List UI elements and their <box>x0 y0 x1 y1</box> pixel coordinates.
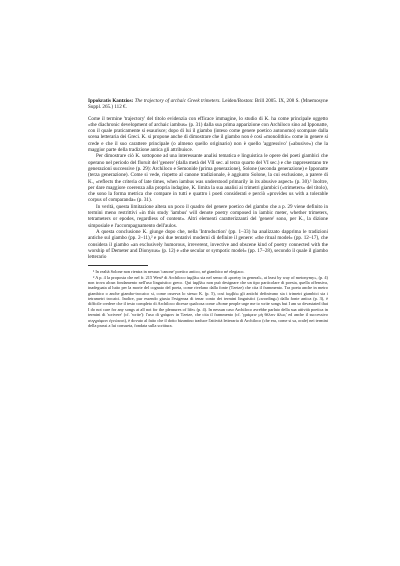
footnote: ² A p. 4 la proposta che nel fr. 215 West² di Archiloco ἰαμβέω sia nel senso di «poetry in general», at least by way of metonymy», (p. 4) non trova alcun fondamento nell'uso linguistico greco. Qui ἰαμβέω non può designare che un tipo particolare di poesia, quella offensiva, inadeguata al lutto per la morte del cognato del poeta, come rivelano dalla fonte (Tzetze) che cita il frammento. Tra poeta anche in metro giambico o anche giambo-trocaico si, come osserva lo stesso K. (p. 5), così ἰαμβέω gli antichi definivano sia i trimetri giambici sia i tetrametri trocaici. Inoltre, pur essendo giusta l'esigenza di tenar conto dei termini linguistici («wording») dalla fonte antica (p. 3), è difficile credere che il testo completo di Archiloco dicesse qualcosa come «Some people urge me to write songs but I am so devastated that I do not care for any songs at all not for the pleasures of life» (p. 4). In nessun caso Archiloco avrebbe parlato della sua attività poetica in termini di 'scrivere' (cf. 'write'): l'uso di γράφειν in Tzetze, che cita il frammento (cf. 'γράφειν μὴ θέλειν ἄλως' ed anche il successivo συγγράφειν ἐγνώτεσι), è dovuto al fatto che il dotto bizantino traduce l'attività letteraria di Archiloco (che era, come si sa, orale) nei termini della prassi a lui consueta, fondata sulla scrittura. <box>88 274 328 328</box>
citation-details: Leiden/Boston: Brill 2005. IX, 208 S. (Mnemosyne Suppl. 265.) 112 €. <box>88 98 328 111</box>
footnote: ¹ In realtà Solone non rientra in nessun 'canone' poetico antico, né giambico né elegiaco. <box>93 269 245 275</box>
footnotes <box>88 269 328 328</box>
paragraph: In verità, questa limitazione altera un poco il quadro del genere poetico del giambo che a p. 29 viene definito in termini meno restrittivi «in this study 'iambus' will denote poetry composed in iambic meter, whether trimeters, tetrameters or epodes, regardless of content». Altri elementi caratterizzanti del 'genere' sono, per K., la dizione simposiale e l'accompagnamento dell'aulos. <box>88 203 328 229</box>
review-citation <box>88 98 328 111</box>
paragraph: Come il termine 'trajectory' del titolo evidenzia con efficace immagine, lo studio di K. ha come principale oggetto «the diachronic development of archaic iambus» (p. 31) dalla sua prima apparizione con Archiloco sino ad Ipponatte, con il quale praticamente si esaurisce; dopo di lui il giambo (inteso come genere poetico autonomo) scompare dalla scena letteraria dei Greci. K. si propone anche di dimostrare che il giambo non è così «monolithic» come in genere si crede e che il suo carattere principale (o almeno quello originario) non è quello 'aggressivo' («abusive») che la maggior parte della tradizione antica gli attribuisce. <box>88 115 328 154</box>
paragraph: Per dimostrare ciò K. sottopone ad una interessante analisi tematica e linguistica le opere dei poeti giambici che operano nel periodo del floruit del 'genere' (dalla metà del VII sec. al terzo quarto del VI sec.) e che rappresentano tre generazioni successive (p. 29): Archiloco e Semonide (prima generazione), Solone (seconda generazione) e Ipponatte (terza generazione). Come si vede, rispetto al canone tradizionale, è aggiunto Solone, la cui esclusione, a parere di K., «reflects the criteria of late times, when iambus was understood primarily in its abusive aspect» (p. 30).¹ Inoltre, per dare maggiore coerenza alla propria indagine, K. limita la sua analisi ai trimetri giambici («trimeters» del titolo), che sono la forma metrica che compare in tutti e quattro i poeti considerati e perciò «provides us with a tolerable corpus of comparanda» (p. 31). <box>88 153 328 204</box>
review-body <box>88 116 328 261</box>
review-page <box>88 98 328 328</box>
footnote-divider <box>88 265 148 266</box>
paragraph: A questa conclusione K. giunge dopo che, nella 'Introduction' (pp. 1–33) ha analizzato dapprima le tradizioni antiche sul giambo (pp. 2–11),² e poi due tentativi moderni di definire il genere: «the ritual model» (pp. 12–17), che considera il giambo «an exclusively humorous, irreverent, invective and obscene kind of poetry connected with the worship of Demeter and Dionysus» (p. 12) e «the secular or sympotic model» (pp. 17–28), secondo il quale il giambo letterario <box>88 228 328 261</box>
citation-author: Ippokratis Kantzios: <box>88 98 134 104</box>
citation-title: The trajectory of archaic Greek trimeters. <box>134 98 221 104</box>
